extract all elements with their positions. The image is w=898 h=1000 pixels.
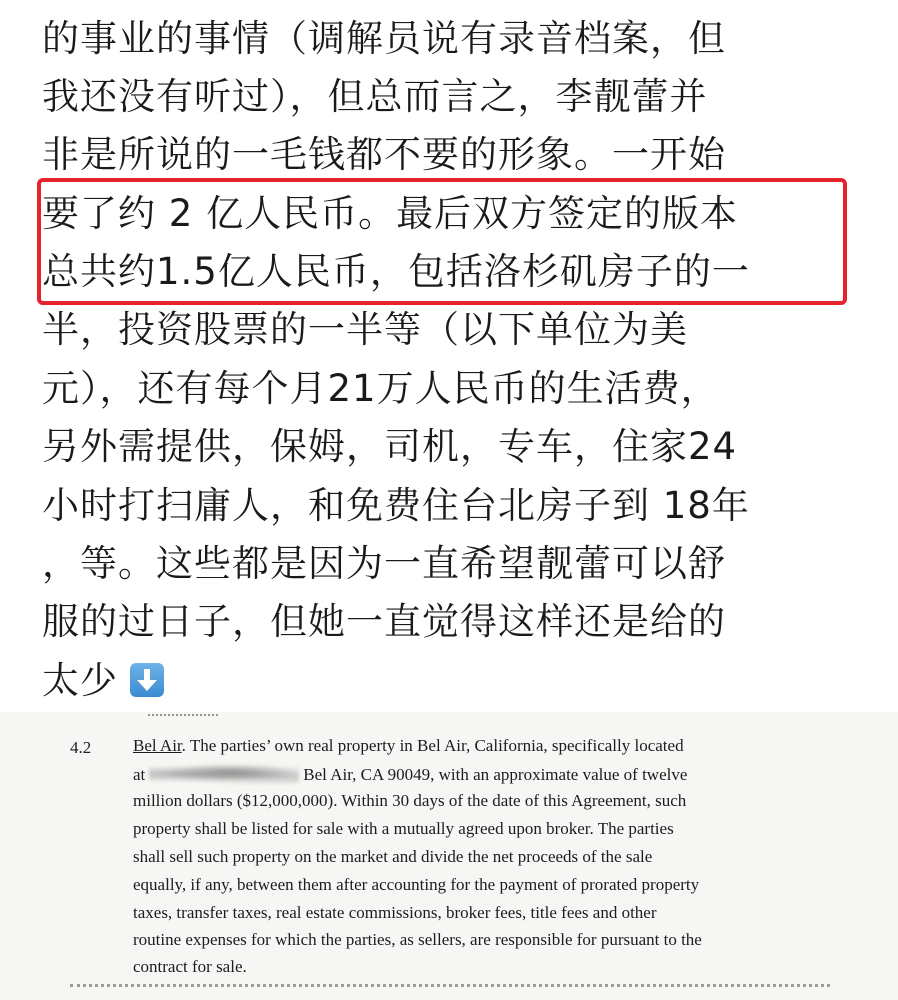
post-line-11: 服的过日子，但她一直觉得这样还是给的 <box>42 600 726 643</box>
red-highlight-box <box>37 178 847 305</box>
agreement-document-excerpt <box>0 712 898 1000</box>
doc-line-9: contract for sale. <box>133 957 247 976</box>
doc-line-3: million dollars ($12,000,000). Within 30 days of the date of this Agreement, such <box>133 791 687 810</box>
post-line-9: 小时打扫庸人，和免费住台北房子到 18年 <box>42 484 750 527</box>
section-heading-rest: . The parties’ own real property in Bel Air, California, specifically located <box>181 736 684 755</box>
doc-line-2-suffix: Bel Air, CA 90049, with an approximate value of twelve <box>303 765 688 784</box>
post-line-4-highlighted: 要了约 2 亿人民币。最后双方签定的版本 <box>42 192 739 235</box>
doc-line-8: routine expenses for which the parties, as sellers, are responsible for pursuant to the <box>133 930 702 949</box>
post-line-12 <box>42 659 164 702</box>
post-line-3: 非是所说的一毛钱都不要的形象。一开始 <box>42 133 726 176</box>
section-heading: Bel Air <box>133 736 182 755</box>
doc-line-2 <box>133 764 687 785</box>
post-line-10: ，等。这些都是因为一直希望靓蕾可以舒 <box>42 542 726 585</box>
post-line-6: 半，投资股票的一半等（以下单位为美 <box>42 308 688 351</box>
doc-line-6: equally, if any, between them after accounting for the payment of prorated property <box>133 875 700 894</box>
doc-line-2-prefix: at <box>133 765 146 784</box>
post-line-8: 另外需提供，保姆，司机，专车，住家24 <box>42 425 738 468</box>
doc-line-7: taxes, transfer taxes, real estate commissions, broker fees, title fees and other <box>133 903 657 922</box>
doc-line-4: property shall be listed for sale with a mutually agreed upon broker. The parties <box>133 819 674 838</box>
post-line-5-highlighted: 总共约1.5亿人民币，包括洛杉矶房子的一 <box>42 250 750 293</box>
redacted-address <box>149 764 299 784</box>
post-line-12-text: 太少 <box>42 659 118 702</box>
doc-line-1 <box>133 736 684 756</box>
post-line-7: 元），还有每个月21万人民币的生活费， <box>42 367 719 410</box>
post-line-2: 我还没有听过），但总而言之，李靓蕾并 <box>42 75 708 118</box>
down-arrow-icon <box>130 663 164 697</box>
doc-line-5: shall sell such property on the market and divide the net proceeds of the sale <box>133 847 653 866</box>
cutoff-text-top <box>148 714 218 722</box>
cutoff-text-bottom <box>70 984 830 997</box>
section-number: 4.2 <box>70 738 92 757</box>
post-line-1: 的事业的事情（调解员说有录音档案，但 <box>42 17 726 60</box>
